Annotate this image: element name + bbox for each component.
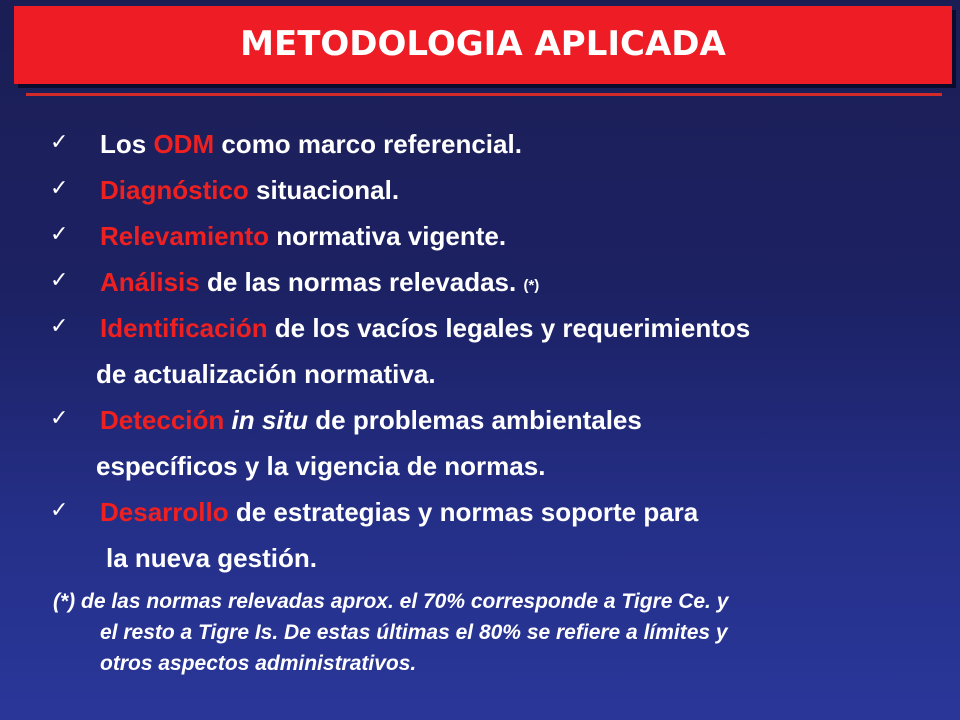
footnote-line: el resto a Tigre Is. De estas últimas el 80% se refiere a límites y [100, 621, 728, 644]
bullet-keyword: Detección [100, 405, 225, 435]
footnote-marker: (*) [523, 277, 540, 294]
footnote-line: (*) de las normas relevadas aprox. el 70% corresponde a Tigre Ce. y [53, 590, 729, 613]
checkmark-icon: ✓ [50, 406, 69, 431]
bullet-text: de las normas relevadas. [199, 267, 517, 297]
bullet-prefix: Los [100, 129, 154, 159]
bullet-keyword: Identificación [100, 313, 268, 343]
bullet-italic-term: in situ [231, 405, 309, 435]
bullet-text: de los vacíos legales y requerimientos [267, 313, 751, 343]
title-divider [26, 93, 942, 96]
checkmark-icon: ✓ [50, 176, 69, 201]
continuation-text: la nueva gestión. [106, 543, 317, 573]
continuation-text: específicos y la vigencia de normas. [96, 451, 546, 481]
bullet-text: como marco referencial. [214, 129, 522, 159]
title-banner [14, 6, 952, 84]
bullet-keyword: Diagnóstico [100, 175, 249, 205]
bullet-keyword: Análisis [100, 267, 200, 297]
checkmark-icon: ✓ [50, 314, 69, 339]
checkmark-icon: ✓ [50, 498, 69, 523]
continuation-text: de actualización normativa. [96, 359, 436, 389]
checkmark-icon: ✓ [50, 268, 69, 293]
bullet-keyword: Relevamiento [100, 221, 270, 251]
bullet-text: normativa vigente. [269, 221, 507, 251]
slide-title: METODOLOGIA APLICADA [240, 24, 726, 64]
checkmark-icon: ✓ [50, 222, 69, 247]
footnote-line: otros aspectos administrativos. [100, 652, 417, 675]
bullet-text: de problemas ambientales [308, 405, 642, 435]
bullet-keyword: ODM [153, 129, 215, 159]
checkmark-icon: ✓ [50, 130, 69, 155]
bullet-text: situacional. [248, 175, 400, 205]
bullet-text: de estrategias y normas soporte para [228, 497, 699, 527]
bullet-keyword: Desarrollo [100, 497, 229, 527]
